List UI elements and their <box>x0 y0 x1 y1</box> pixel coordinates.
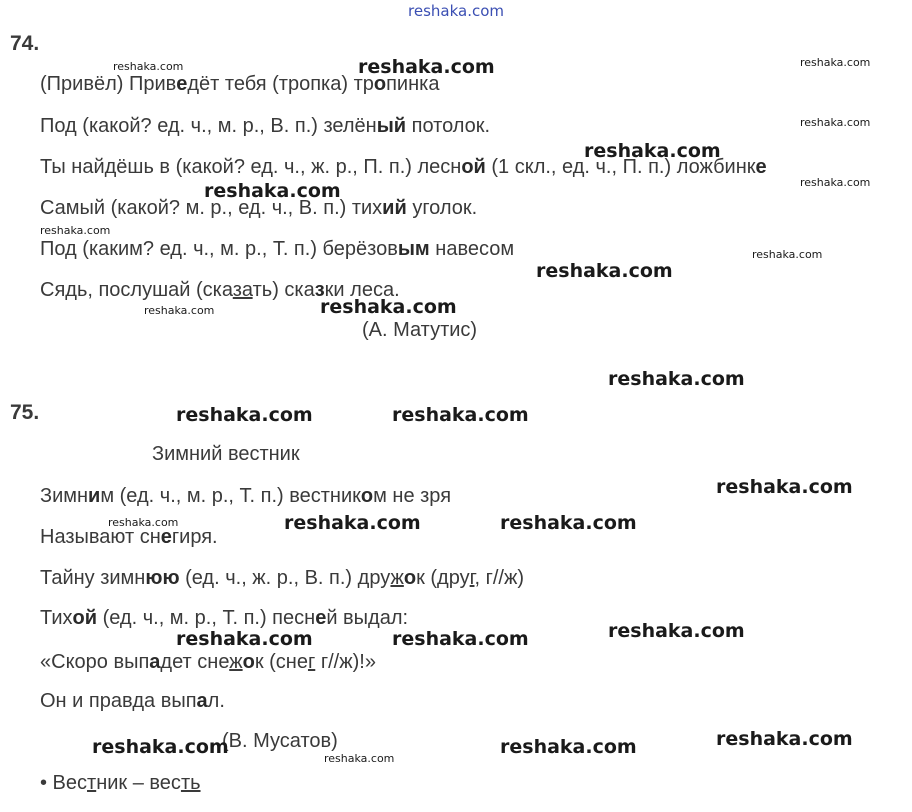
highlighted-letters: о <box>373 73 387 95</box>
text-segment: уголок. <box>406 197 478 219</box>
watermark: reshaka.com <box>716 476 853 498</box>
header-watermark: reshaka.com <box>408 2 504 20</box>
highlighted-letters: о <box>360 485 374 507</box>
text-segment: й выдал: <box>326 607 409 629</box>
text-segment: Самый (какой? м. р., ед. ч., В. п.) тих <box>40 197 383 219</box>
watermark: reshaka.com <box>584 140 721 162</box>
watermark: reshaka.com <box>284 512 421 534</box>
ex75-author: (В. Мусатов) <box>222 730 338 752</box>
ex74-author: (А. Матутис) <box>362 319 478 341</box>
highlighted-letters: а <box>149 651 161 673</box>
underlined-letters: ж <box>229 651 243 673</box>
text-segment: пинка <box>386 73 440 95</box>
watermark: reshaka.com <box>40 224 111 237</box>
underlined-letters: г <box>307 651 316 673</box>
text-segment: ть) ска <box>252 279 315 301</box>
watermark: reshaka.com <box>392 628 529 650</box>
poem-title: Зимний вестник <box>152 443 300 465</box>
text-segment: Тих <box>40 607 73 629</box>
text-segment: (ед. ч., м. р., Т. п.) песн <box>97 607 316 629</box>
ex74-line-2 <box>40 114 490 138</box>
highlighted-letters: и <box>88 485 101 507</box>
text-segment: • Вес <box>40 772 88 794</box>
underlined-letters: ть <box>180 772 201 794</box>
watermark: reshaka.com <box>324 752 395 765</box>
text-segment: к (сне <box>254 651 308 673</box>
watermark: reshaka.com <box>176 628 313 650</box>
text-segment: Тайну зимн <box>40 567 146 589</box>
ex75-line-1 <box>40 484 451 508</box>
text-segment: дёт тебя (тропка) тр <box>187 73 374 95</box>
highlighted-letters: е <box>315 607 327 629</box>
underlined-letters: за <box>232 279 253 301</box>
watermark: reshaka.com <box>500 736 637 758</box>
text-segment: ник – вес <box>96 772 181 794</box>
highlighted-letters: ой <box>461 156 486 178</box>
underlined-letters: г <box>469 567 475 589</box>
highlighted-letters: з <box>314 279 325 301</box>
highlighted-letters: ий <box>382 197 407 219</box>
watermark: reshaka.com <box>320 296 457 318</box>
watermark: reshaka.com <box>144 304 215 317</box>
watermark: reshaka.com <box>392 404 529 426</box>
highlighted-letters: а <box>196 690 208 712</box>
text-segment: Сядь, послушай (ска <box>40 279 233 301</box>
watermark: reshaka.com <box>608 620 745 642</box>
watermark: reshaka.com <box>536 260 673 282</box>
text-segment: Зимн <box>40 485 89 507</box>
text-segment: м не зря <box>373 485 452 507</box>
watermark: reshaka.com <box>176 404 313 426</box>
ex75-line-4 <box>40 606 408 630</box>
underlined-letters: т <box>87 772 97 794</box>
ex75-line-5 <box>40 650 376 674</box>
ex75-line-6 <box>40 689 225 713</box>
watermark: reshaka.com <box>358 56 495 78</box>
text-segment: дет сне <box>160 651 230 673</box>
text-segment: , г//ж) <box>474 567 525 589</box>
highlighted-letters: о <box>242 651 255 673</box>
text-segment: Называют сн <box>40 526 161 548</box>
watermark: reshaka.com <box>608 368 745 390</box>
text-segment: ки леса. <box>324 279 400 301</box>
highlighted-letters: е <box>176 73 188 95</box>
text-segment: Он и правда вып <box>40 690 197 712</box>
watermark: reshaka.com <box>500 512 637 534</box>
text-segment: Ты найдёшь в (какой? ед. ч., ж. р., П. п.) лесн <box>40 156 462 178</box>
watermark: reshaka.com <box>204 180 341 202</box>
watermark: reshaka.com <box>800 56 871 69</box>
ex75-note <box>40 771 201 795</box>
underlined-letters: ж <box>390 567 404 589</box>
text-segment: л. <box>207 690 225 712</box>
text-segment: навесом <box>429 238 515 260</box>
watermark: reshaka.com <box>113 60 184 73</box>
highlighted-letters: ым <box>397 238 430 260</box>
text-segment: Под (какой? ед. ч., м. р., В. п.) зелён <box>40 115 377 137</box>
text-segment: (1 скл., ед. ч., П. п.) ложбинк <box>485 156 756 178</box>
text-segment: «Скоро вып <box>40 651 150 673</box>
highlighted-letters: ый <box>376 115 407 137</box>
highlighted-letters: е <box>755 156 767 178</box>
text-segment: потолок. <box>406 115 491 137</box>
watermark: reshaka.com <box>108 516 179 529</box>
watermark: reshaka.com <box>800 116 871 129</box>
watermark: reshaka.com <box>752 248 823 261</box>
text-segment: гиря. <box>171 526 218 548</box>
watermark: reshaka.com <box>716 728 853 750</box>
exercise-75-number: 75. <box>10 401 40 424</box>
highlighted-letters: е <box>160 526 172 548</box>
highlighted-letters: о <box>403 567 417 589</box>
text-segment: (Привёл) Прив <box>40 73 177 95</box>
ex74-line-5 <box>40 237 514 261</box>
ex75-line-3 <box>40 566 524 590</box>
exercise-74-number: 74. <box>10 32 40 55</box>
highlighted-letters: юю <box>145 567 180 589</box>
text-segment: Под (каким? ед. ч., м. р., Т. п.) берёзов <box>40 238 398 260</box>
watermark: reshaka.com <box>92 736 229 758</box>
watermark: reshaka.com <box>800 176 871 189</box>
text-segment: г//ж)!» <box>315 651 376 673</box>
highlighted-letters: ой <box>72 607 98 629</box>
text-segment: к (дру <box>416 567 470 589</box>
text-segment: м (ед. ч., м. р., Т. п.) вестник <box>100 485 361 507</box>
text-segment: (ед. ч., ж. р., В. п.) дру <box>179 567 391 589</box>
